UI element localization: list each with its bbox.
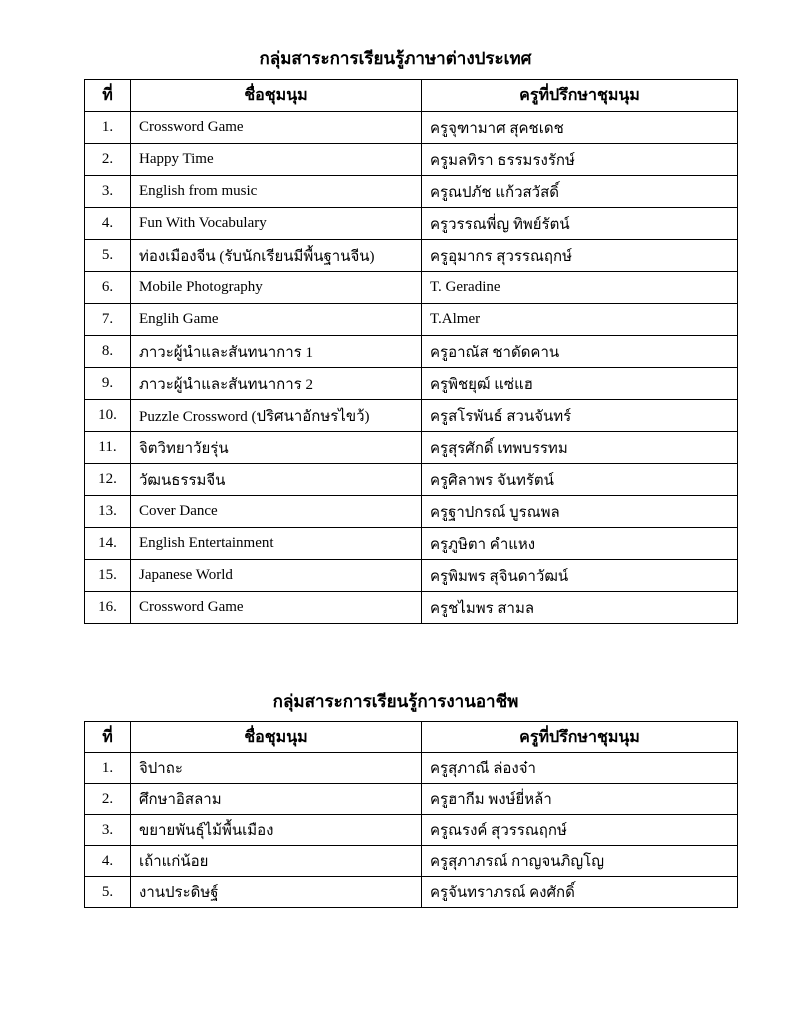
table-row — [85, 368, 738, 400]
table-row — [85, 753, 738, 784]
table-header-row — [85, 722, 738, 753]
advisor-name: ครูสุภาณี ล่องจ๋า — [422, 753, 738, 784]
table-row — [85, 176, 738, 208]
header-no: ที่ — [85, 80, 131, 112]
row-number: 9. — [85, 368, 131, 400]
row-number: 4. — [85, 846, 131, 877]
club-name: งานประดิษฐ์ — [131, 877, 422, 908]
row-number: 14. — [85, 528, 131, 560]
club-name: Crossword Game — [131, 112, 422, 144]
club-name: ท่องเมืองจีน (รับนักเรียนมีพื้นฐานจีน) — [131, 240, 422, 272]
row-number: 11. — [85, 432, 131, 464]
table-row — [85, 464, 738, 496]
row-number: 5. — [85, 877, 131, 908]
advisor-name: ครูอาณัส ชาดัดคาน — [422, 336, 738, 368]
table-row — [85, 336, 738, 368]
row-number: 2. — [85, 784, 131, 815]
club-name: ภาวะผู้นำและสันทนาการ 1 — [131, 336, 422, 368]
club-name: ขยายพันธุ์ไม้พื้นเมือง — [131, 815, 422, 846]
club-name: Cover Dance — [131, 496, 422, 528]
advisor-name: ครูชไมพร สามล — [422, 592, 738, 624]
advisor-name: ครูวรรณพี่ญ ทิพย์รัตน์ — [422, 208, 738, 240]
header-club-name: ชื่อชุมนุม — [131, 722, 422, 753]
occupations-club-table — [84, 721, 738, 908]
table-row — [85, 240, 738, 272]
advisor-name: ครูฐาปกรณ์ บูรณพล — [422, 496, 738, 528]
row-number: 3. — [85, 815, 131, 846]
advisor-name: ครูพิชยุฒ์ แซ่แฮ — [422, 368, 738, 400]
row-number: 16. — [85, 592, 131, 624]
club-name: จิตวิทยาวัยรุ่น — [131, 432, 422, 464]
table-row — [85, 815, 738, 846]
table-row — [85, 272, 738, 304]
advisor-name: ครูสุภาภรณ์ กาญจนภิญโญ — [422, 846, 738, 877]
table-row — [85, 877, 738, 908]
header-club-name: ชื่อชุมนุม — [131, 80, 422, 112]
section-title-foreign-languages: กลุ่มสาระการเรียนรู้ภาษาต่างประเทศ — [259, 49, 532, 68]
row-number: 1. — [85, 112, 131, 144]
advisor-name: ครูศิลาพร จันทรัตน์ — [422, 464, 738, 496]
club-name: ศึกษาอิสลาม — [131, 784, 422, 815]
table-row — [85, 400, 738, 432]
header-advisor: ครูที่ปรึกษาชุมนุม — [422, 80, 738, 112]
table-row — [85, 144, 738, 176]
advisor-name: ครูณปภัช แก้วสวัสดิ์ — [422, 176, 738, 208]
advisor-name: ครูสโรพันธ์ สวนจันทร์ — [422, 400, 738, 432]
table-row — [85, 496, 738, 528]
club-name: Mobile Photography — [131, 272, 422, 304]
advisor-name: T.Almer — [422, 304, 738, 336]
row-number: 12. — [85, 464, 131, 496]
row-number: 8. — [85, 336, 131, 368]
table-row — [85, 208, 738, 240]
table-row — [85, 846, 738, 877]
table-row — [85, 432, 738, 464]
row-number: 13. — [85, 496, 131, 528]
club-name: Puzzle Crossword (ปริศนาอักษรไขว้) — [131, 400, 422, 432]
row-number: 4. — [85, 208, 131, 240]
row-number: 6. — [85, 272, 131, 304]
row-number: 1. — [85, 753, 131, 784]
club-name: จิปาถะ — [131, 753, 422, 784]
row-number: 3. — [85, 176, 131, 208]
table-row — [85, 592, 738, 624]
row-number: 15. — [85, 560, 131, 592]
header-advisor: ครูที่ปรึกษาชุมนุม — [422, 722, 738, 753]
club-name: Crossword Game — [131, 592, 422, 624]
advisor-name: ครูจันทราภรณ์ คงศักดิ์ — [422, 877, 738, 908]
table-row — [85, 784, 738, 815]
advisor-name: ครูมลทิรา ธรรมรงรักษ์ — [422, 144, 738, 176]
club-name: วัฒนธรรมจีน — [131, 464, 422, 496]
club-name: Happy Time — [131, 144, 422, 176]
club-name: Fun With Vocabulary — [131, 208, 422, 240]
club-name: English from music — [131, 176, 422, 208]
table-row — [85, 112, 738, 144]
row-number: 2. — [85, 144, 131, 176]
advisor-name: ครูณรงค์ สุวรรณฤกษ์ — [422, 815, 738, 846]
advisor-name: ครูจุฑามาศ สุคชเดช — [422, 112, 738, 144]
row-number: 7. — [85, 304, 131, 336]
club-name: Englih Game — [131, 304, 422, 336]
club-name: เถ้าแก่น้อย — [131, 846, 422, 877]
row-number: 10. — [85, 400, 131, 432]
advisor-name: ครูพิมพร สุจินดาวัฒน์ — [422, 560, 738, 592]
table-header-row — [85, 80, 738, 112]
advisor-name: ครูภูษิตา คำแหง — [422, 528, 738, 560]
advisor-name: ครูสุรศักดิ์ เทพบรรทม — [422, 432, 738, 464]
club-name: English Entertainment — [131, 528, 422, 560]
club-name: Japanese World — [131, 560, 422, 592]
table-row — [85, 528, 738, 560]
row-number: 5. — [85, 240, 131, 272]
table-row — [85, 560, 738, 592]
advisor-name: ครูอุมากร สุวรรณฤกษ์ — [422, 240, 738, 272]
header-no: ที่ — [85, 722, 131, 753]
advisor-name: T. Geradine — [422, 272, 738, 304]
table-row — [85, 304, 738, 336]
club-name: ภาวะผู้นำและสันทนาการ 2 — [131, 368, 422, 400]
section-title-occupations: กลุ่มสาระการเรียนรู้การงานอาชีพ — [272, 692, 519, 711]
foreign-languages-club-table — [84, 79, 738, 624]
advisor-name: ครูฮากีม พงษ์ยี่หล้า — [422, 784, 738, 815]
